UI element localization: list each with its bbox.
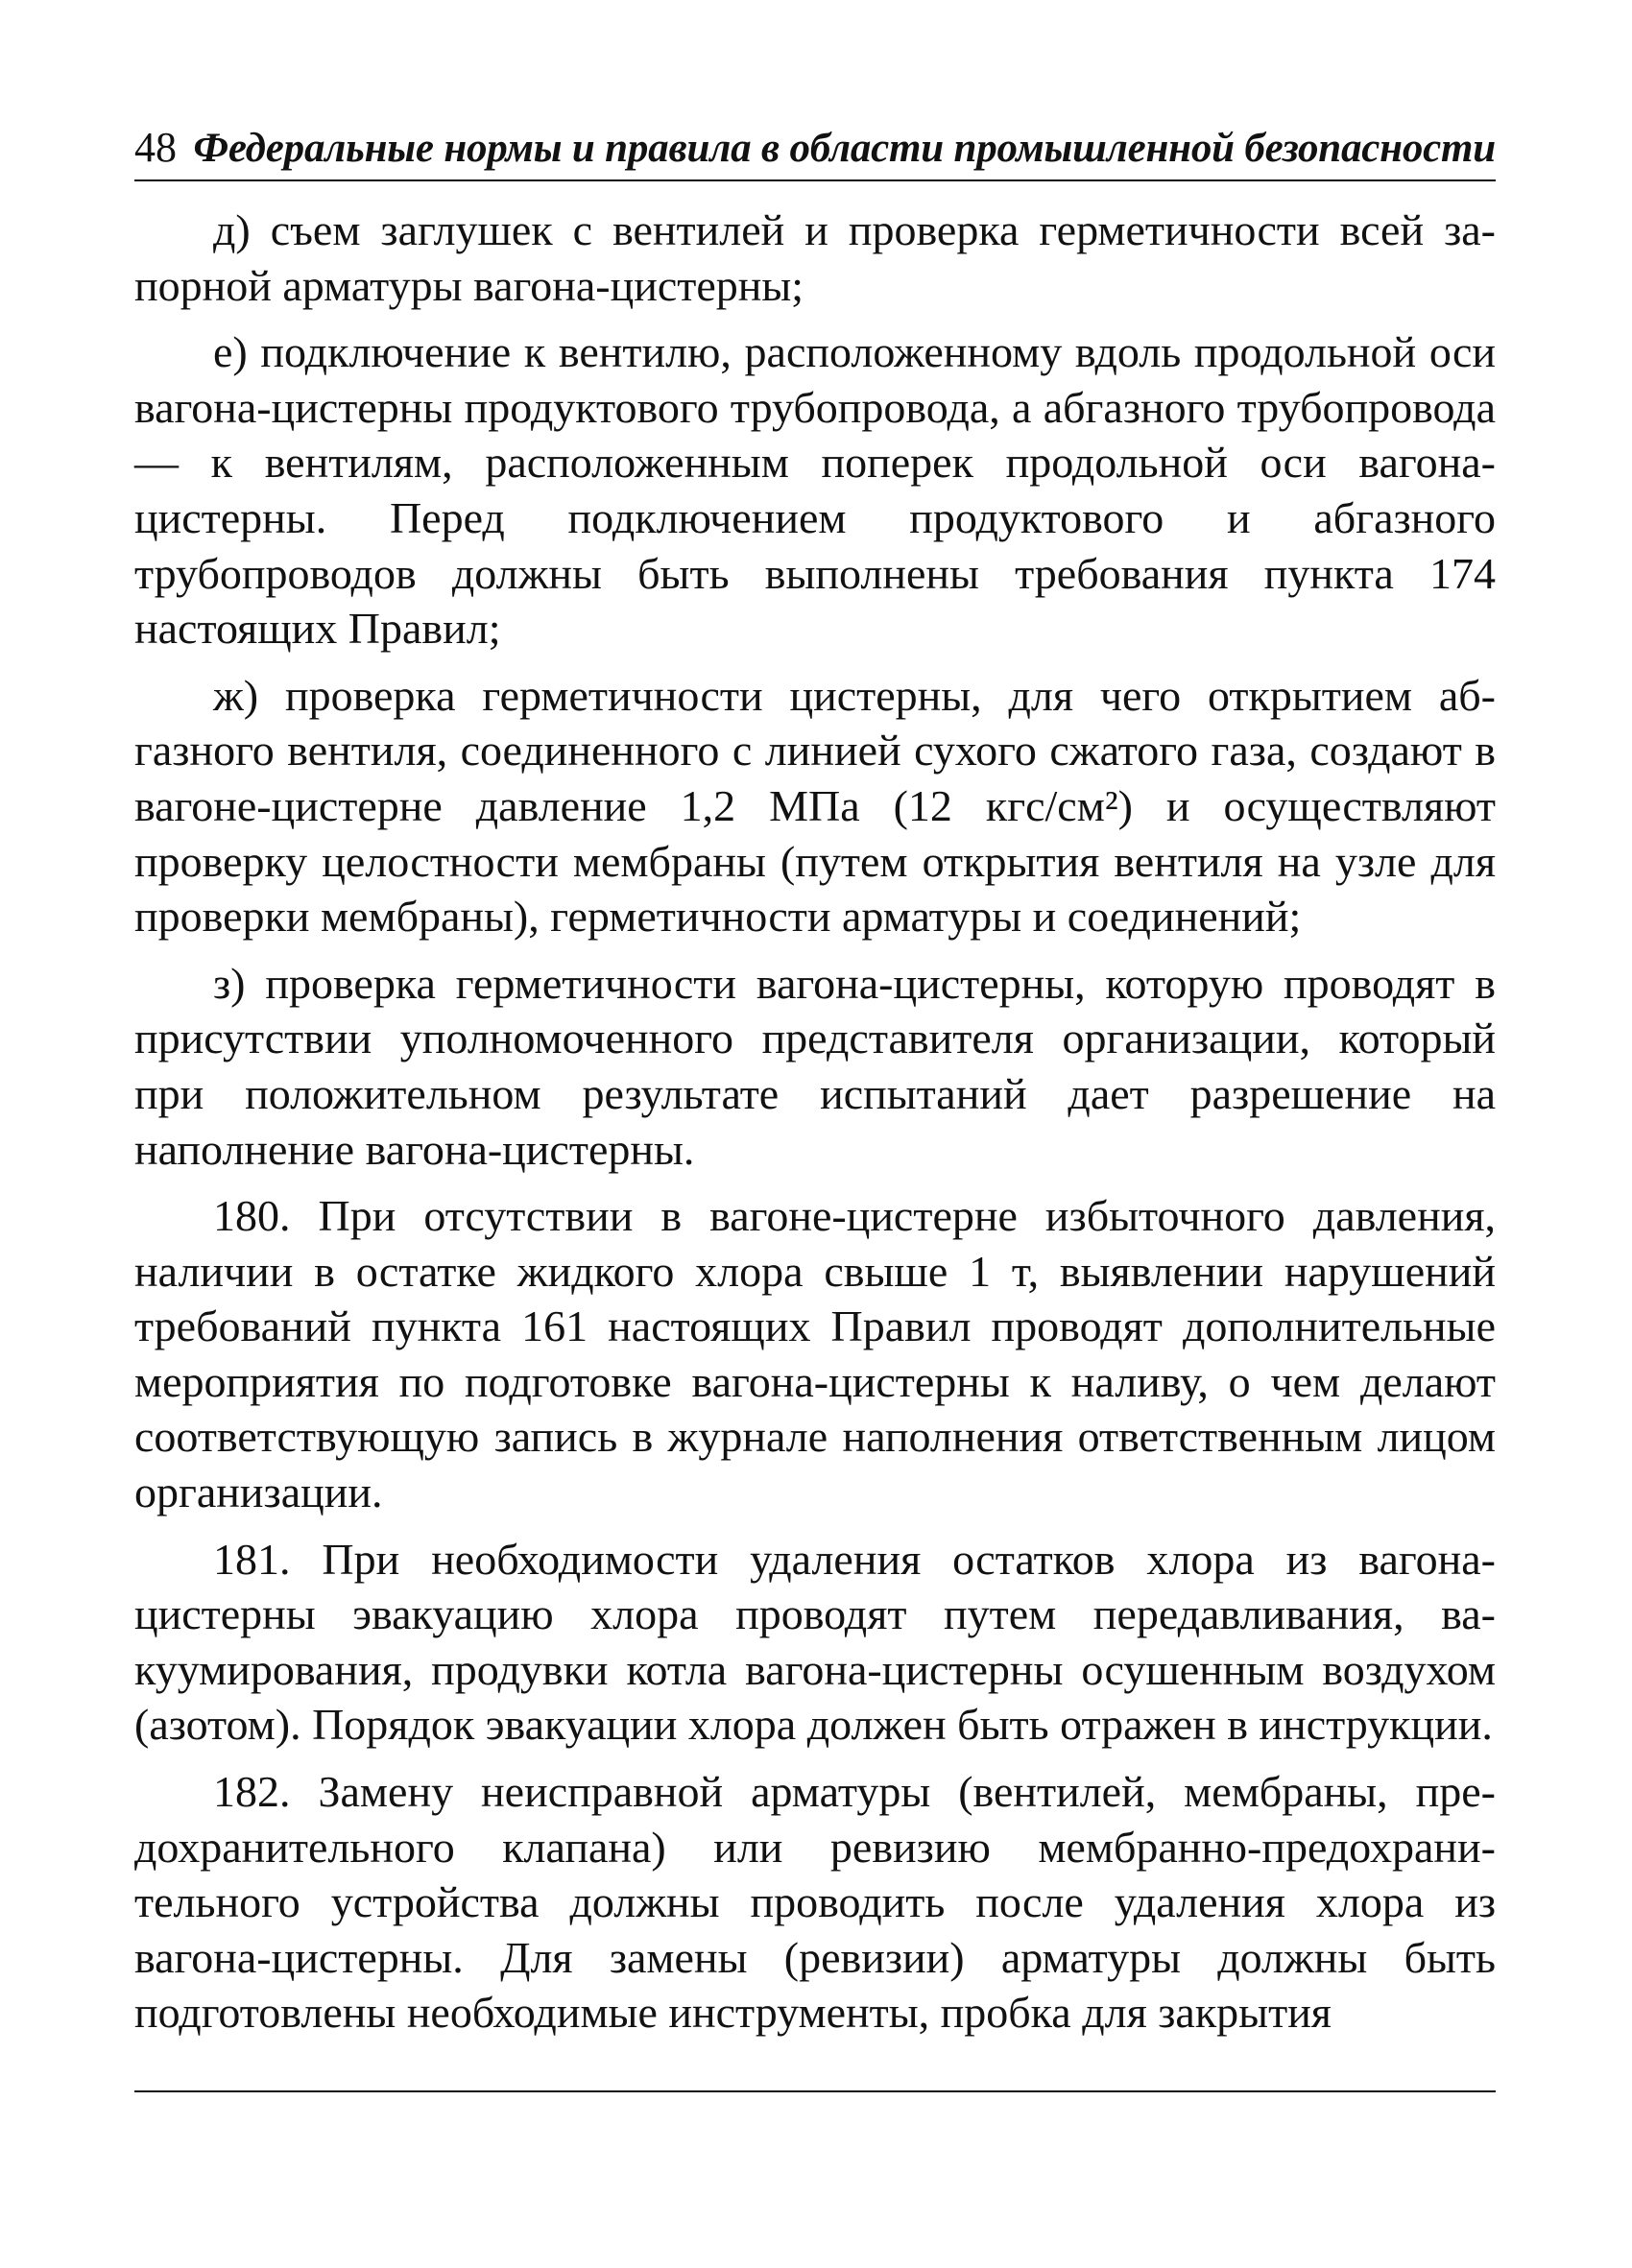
running-title: Федеральные нормы и правила в области промышленной безопасности [193, 126, 1496, 171]
paragraph-181: 181. При необходимости удаления остатков хлора из вагона-цистерны эвакуацию хлора проводят путем передавливания, вакуумирования, продувки котла вагона-цистерны осушенным воздухом (азотом). Порядок эвакуации хлора должен быть отражен в инструкции. [134, 1534, 1496, 1750]
page-number: 48 [134, 124, 177, 171]
page-header [134, 123, 1496, 181]
document-body [134, 203, 1496, 2041]
document-page [134, 123, 1496, 2041]
paragraph-z: з) проверка герметичности вагона-цистерны, которую проводят в присутствии уполномоченного представителя организации, который при положительном результате испытаний дает разрешение на наполнение вагона-цистерны. [134, 958, 1496, 1174]
paragraph-180: 180. При отсутствии в вагоне-цистерне избыточного давления, наличии в остатке жидкого хлора свыше 1 т, выявлении нарушений требований пункта 161 настоящих Правил проводят дополнительные мероприятия по подготовке вагона-цистерны к наливу, о чем делают соответствующую запись в журнале наполнения ответственным лицом организации. [134, 1191, 1496, 1517]
footer-rule [134, 2090, 1496, 2092]
paragraph-e: е) подключение к вентилю, расположенному вдоль продольной оси вагона-цистерны продуктового трубопровода, а абгазного трубопровода — к вентилям, расположенным поперек продольной оси вагона-цистерны. Перед подключением продуктового и абгазного трубопроводов должны быть выполнены требования пункта 174 настоящих Правил; [134, 327, 1496, 654]
paragraph-182: 182. Замену неисправной арматуры (вентилей, мембраны, предохранительного клапана) или ревизию мембранно-предохранительного устройства должны проводить после удаления хлора из вагона-цистерны. Для замены (ревизии) арматуры должны быть подготовлены необходимые инструменты, пробка для закрытия [134, 1767, 1496, 2038]
paragraph-d: д) съем заглушек с вентилей и проверка герметичности всей запорной арматуры вагона-цистерны; [134, 205, 1496, 310]
paragraph-zh: ж) проверка герметичности цистерны, для чего открытием абгазного вентиля, соединенного с линией сухого сжатого газа, создают в вагоне-цистерне давление 1,2 МПа (12 кгс/см²) и осуществляют проверку целостности мембраны (путем открытия вентиля на узле для проверки мембраны), герметичности арматуры и соединений; [134, 670, 1496, 942]
